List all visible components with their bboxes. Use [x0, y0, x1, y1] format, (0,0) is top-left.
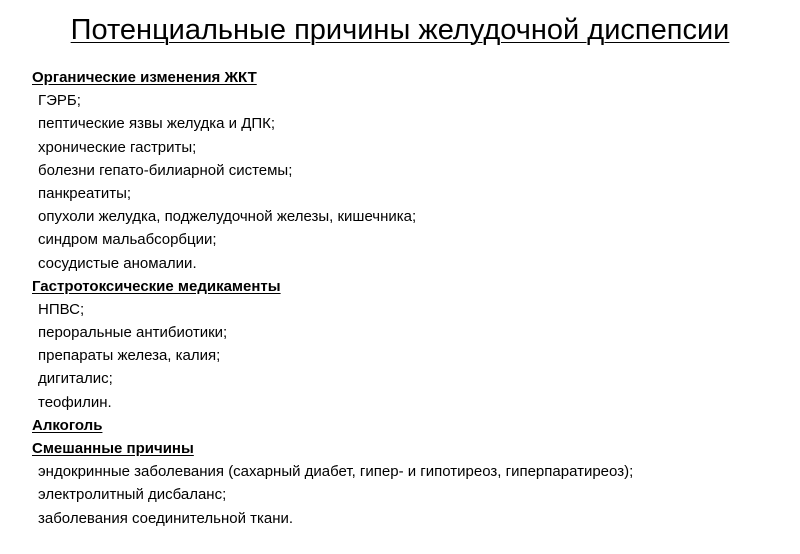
- list-item: пероральные антибиотики;: [38, 324, 228, 342]
- list-item: опухоли желудка, поджелудочной железы, кишечника;: [38, 208, 417, 226]
- list-item: синдром мальабсорбции;: [38, 231, 217, 249]
- list-item: болезни гепато-билиарной системы;: [38, 161, 293, 179]
- list-item: теофилин.: [38, 393, 112, 411]
- list-item: электролитный дисбаланс;: [38, 486, 227, 504]
- content-list: [32, 66, 792, 530]
- slide-title: Потенциальные причины желудочной диспепсии: [70, 14, 730, 46]
- section-heading-alcohol: Алкоголь: [32, 416, 103, 434]
- list-item: сосудистые аномалии.: [38, 254, 197, 272]
- list-item: заболевания соединительной ткани.: [38, 509, 294, 527]
- section-heading-organic: Органические изменения ЖКТ: [32, 69, 257, 86]
- list-item: панкреатиты;: [38, 184, 132, 202]
- list-item: пептические язвы желудка и ДПК;: [38, 115, 276, 133]
- list-item: дигиталис;: [38, 370, 113, 388]
- list-item: НПВС;: [38, 300, 85, 318]
- list-item: хронические гастриты;: [38, 138, 197, 156]
- section-heading-mixed: Смешанные причины: [32, 440, 194, 457]
- list-item: ГЭРБ;: [38, 92, 81, 110]
- list-item: эндокринные заболевания (сахарный диабет, гипер- и гипотиреоз, гиперпаратиреоз);: [38, 463, 634, 481]
- section-heading-medications: Гастротоксические медикаменты: [32, 277, 281, 295]
- list-item: препараты железа, калия;: [38, 347, 221, 365]
